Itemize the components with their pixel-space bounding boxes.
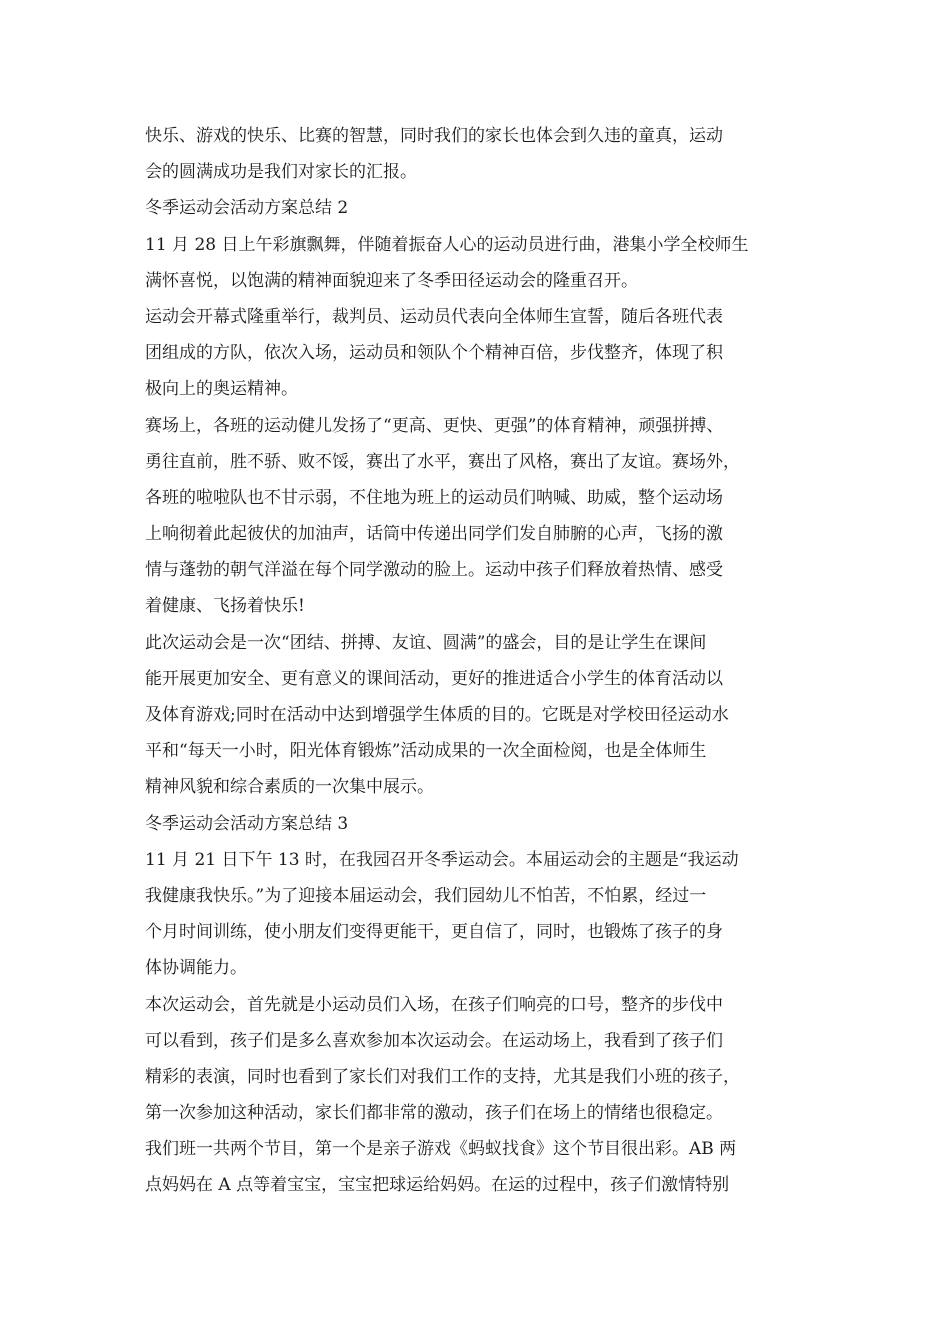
text-line: 个月时间训练，使小朋友们变得更能干，更自信了，同时，也锻炼了孩子的身 [145,922,723,943]
text-line: 我健康我快乐。”为了迎接本届运动会，我们园幼儿不怕苦，不怕累，经过一 [145,885,707,906]
text-line: 着健康、飞扬着快乐! [145,596,305,617]
text-line: 勇往直前，胜不骄、败不馁，赛出了水平，赛出了风格，赛出了友谊。赛场外， [145,451,740,472]
text-line: 情与蓬勃的朝气洋溢在每个同学激动的脸上。运动中孩子们释放着热情、感受 [145,560,723,581]
text-line: 各班的啦啦队也不甘示弱，不住地为班上的运动员们呐喊、助威，整个运动场 [145,487,723,508]
text-line: 此次运动会是一次“团结、拼搏、友谊、圆满”的盛会，目的是让学生在课间 [145,632,707,653]
document-page [145,118,835,1204]
text-line: 体协调能力。 [145,958,247,979]
text-line: 平和“每天一小时，阳光体育锻炼”活动成果的一次全面检阅，也是全体师生 [145,741,707,762]
text-line: 上响彻着此起彼伏的加油声，话筒中传递出同学们发自肺腑的心声，飞扬的激 [145,524,723,545]
text-line: 会的圆满成功是我们对家长的汇报。 [145,162,417,183]
text-line: 11 月 28 日上午彩旗飘舞，伴随着振奋人心的运动员进行曲，港集小学全校师生 [145,234,749,255]
text-line: 本次运动会，首先就是小运动员们入场，在孩子们响亮的口号，整齐的步伐中 [145,994,723,1015]
text-line: 可以看到，孩子们是多么喜欢参加本次运动会。在运动场上，我看到了孩子们 [145,1030,723,1051]
text-line: 运动会开幕式隆重举行，裁判员、运动员代表向全体师生宣誓，随后各班代表 [145,306,723,327]
text-line: 第一次参加这种活动，家长们都非常的激动，孩子们在场上的情绪也很稳定。 [145,1103,723,1124]
text-line: 能开展更加安全、更有意义的课间活动，更好的推进适合小学生的体育活动以 [145,668,723,689]
text-line: 极向上的奥运精神。 [145,379,298,400]
text-line: 11 月 21 日下午 13 时，在我园召开冬季运动会。本届运动会的主题是“我运动 [145,849,739,870]
text-line: 赛场上，各班的运动健儿发扬了“更高、更快、更强”的体育精神，顽强拼搏、 [145,415,724,436]
section-heading: 冬季运动会活动方案总结 2 [145,198,349,219]
text-line: 满怀喜悦，以饱满的精神面貌迎来了冬季田径运动会的隆重召开。 [145,270,638,291]
text-line: 及体育游戏;同时在活动中达到增强学生体质的目的。它既是对学校田径运动水 [145,705,729,725]
text-line: 点妈妈在 A 点等着宝宝，宝宝把球运给妈妈。在运的过程中，孩子们激情特别 [145,1175,730,1196]
text-line: 精神风貌和综合素质的一次集中展示。 [145,777,434,798]
text-line: 我们班一共两个节目，第一个是亲子游戏《蚂蚁找食》这个节目很出彩。AB 两 [145,1139,737,1160]
section-heading: 冬季运动会活动方案总结 3 [145,813,349,834]
text-line: 快乐、游戏的快乐、比赛的智慧，同时我们的家长也体会到久违的童真，运动 [145,126,723,146]
text-line: 团组成的方队，依次入场，运动员和领队个个精神百倍，步伐整齐，体现了积 [145,343,723,364]
text-line: 精彩的表演，同时也看到了家长们对我们工作的支持，尤其是我们小班的孩子， [145,1066,740,1087]
